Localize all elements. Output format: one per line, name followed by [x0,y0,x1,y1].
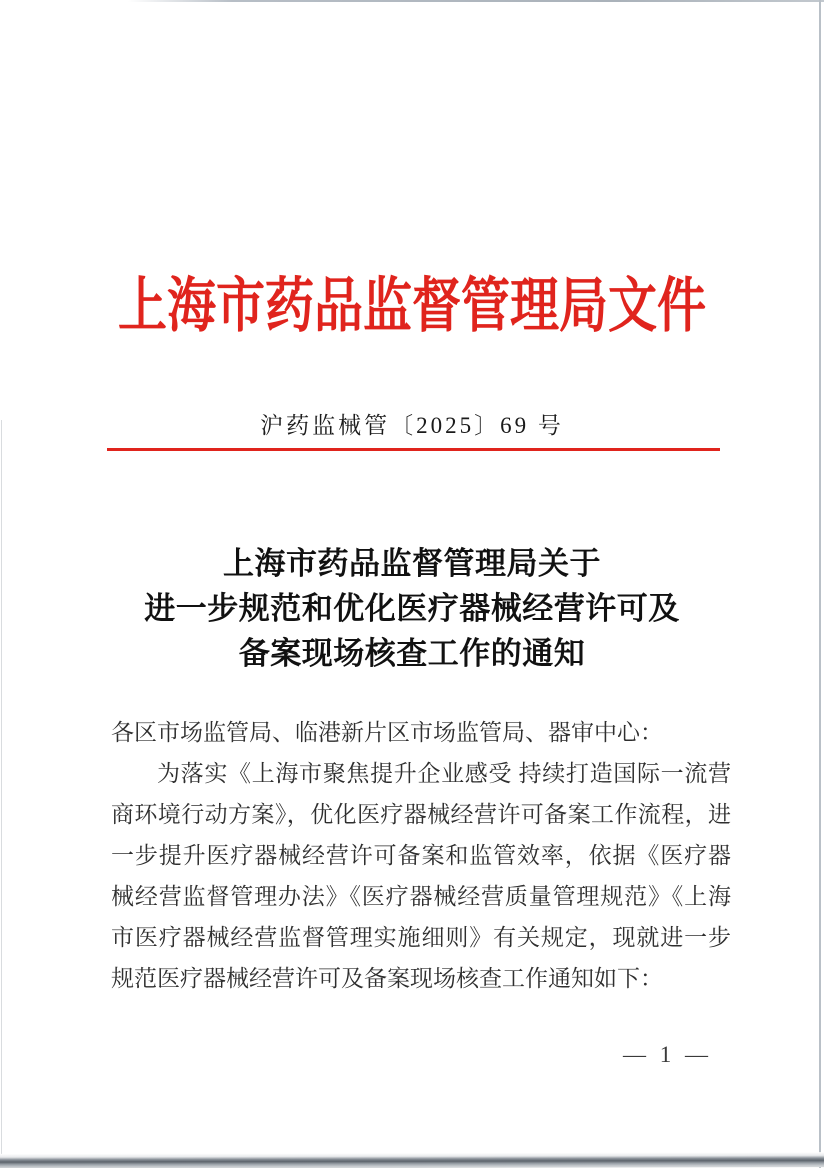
scan-edge-bottom [0,1152,824,1168]
notice-title-line-2: 进一步规范和优化医疗器械经营许可及 [144,591,680,626]
notice-body [111,712,731,999]
red-divider-line [107,448,720,451]
agency-masthead: 上海市药品监督管理局文件 [117,272,706,340]
document-number: 沪药监械管〔2025〕69 号 [260,413,564,438]
page-number: — 1 — [623,1042,712,1067]
scan-edge-top [128,0,824,2]
notice-title-line-1: 上海市药品监督管理局关于 [223,546,601,581]
notice-title [0,541,824,676]
scan-edge-left [1,420,2,1168]
salutation-line: 各区市场监管局、临港新片区市场监管局、器审中心： [111,720,663,745]
notice-title-line-3: 备案现场核查工作的通知 [238,636,586,671]
body-paragraph: 为落实《上海市聚焦提升企业感受 持续打造国际一流营商环境行动方案》，优化医疗器械经营许可备案工作流程，进一步提升医疗器械经营许可备案和监管效率，依据《医疗器械经营监督管理办法》《医疗器械经营质量管理规范》《上海市医疗器械经营监督管理实施细则》有关规定，现就进一步规范医疗器械经营许可及备案现场核查工作通知如下： [111,761,731,991]
